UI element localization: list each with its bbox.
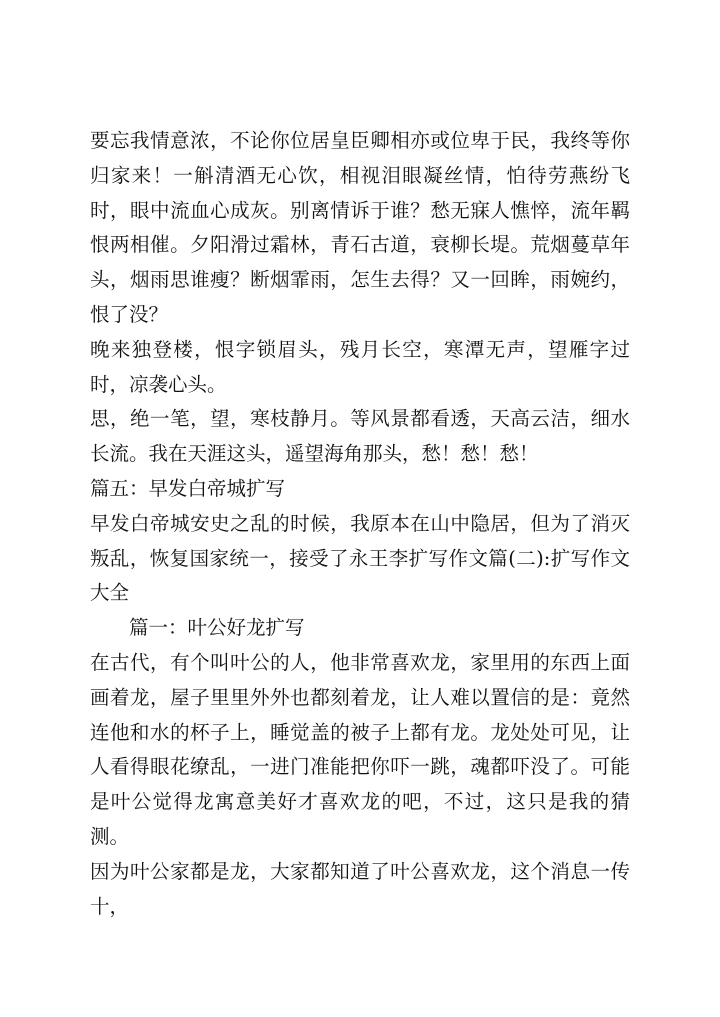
heading-article-five: 篇五：早发白帝城扩写 <box>90 476 286 500</box>
paragraph-yegong-rumor: 因为叶公家都是龙，大家都知道了叶公喜欢龙，这个消息一传十， <box>90 859 630 918</box>
paragraph-yegong: 在古代，有个叫叶公的人，他非常喜欢龙，家里用的东西上面画着龙，屋子里里外外也都刻着龙，让人难以置信的是：竟然连他和水的杯子上，睡觉盖的被子上都有龙。龙处处可见，让人看得眼花缭乱，一进门准能把你吓一跳，魂都吓没了。可能是叶公觉得龙寓意美好才喜欢龙的吧，不过，这只是我的猜测。 <box>90 650 630 848</box>
heading-article-one: 篇一：叶公好龙扩写 <box>129 616 305 640</box>
paragraph-tower: 晚来独登楼，恨字锁眉头，残月长空，寒潭无声，望雁字过时，凉袭心头。 <box>90 337 630 396</box>
paragraph-longing: 思，绝一笔，望，寒枝静月。等风景都看透，天高云洁，细水长流。我在天涯这头，遥望海角那头，愁！愁！愁！ <box>90 407 630 466</box>
paragraph-farewell: 要忘我情意浓，不论你位居皇臣卿相亦或位卑于民，我终等你归家来！一斛清酒无心饮，相视泪眼凝丝情，怕待劳燕纷飞时，眼中流血心成灰。别离情诉于谁？愁无寐人憔悴，流年羁恨两相催。夕阳滑过霜林，青石古道，衰柳长堤。荒烟蔓草年头，烟雨思谁瘦？断烟霏雨，怎生去得？又一回眸，雨婉约，恨了没？ <box>90 129 630 326</box>
paragraph-baidi: 早发白帝城安史之乱的时候，我原本在山中隐居，但为了消灭叛乱，恢复国家统一，接受了永王李扩写作文篇(二):扩写作文大全 <box>90 511 630 605</box>
document-page <box>90 124 630 924</box>
